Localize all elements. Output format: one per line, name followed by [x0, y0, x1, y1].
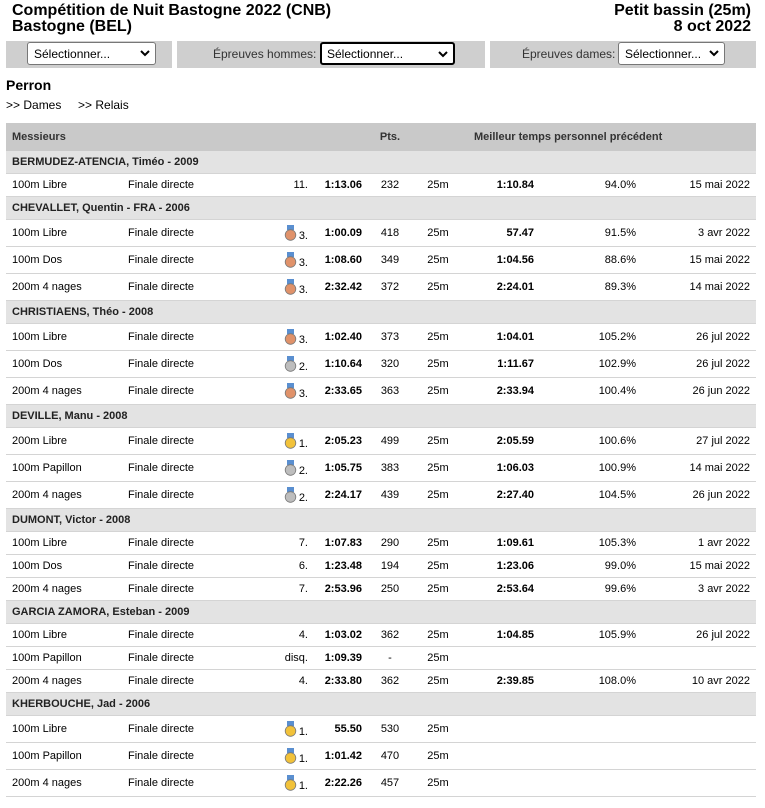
- gold-medal-icon: [284, 775, 297, 791]
- round-name: Finale directe: [128, 274, 256, 301]
- pb-percentage: 99.0%: [534, 555, 636, 578]
- personal-best: 2:53.64: [458, 578, 534, 601]
- swim-time: 1:00.09: [308, 220, 362, 247]
- athlete-row[interactable]: [6, 601, 756, 624]
- pool-length: 25m: [418, 716, 458, 743]
- pool-length: 25m: [418, 274, 458, 301]
- chevron-down-icon: [437, 48, 449, 60]
- personal-best: 1:11.67: [458, 351, 534, 378]
- points: 373: [362, 324, 418, 351]
- athlete-name[interactable]: CHEVALLET, Quentin - FRA - 2006: [6, 197, 756, 220]
- women-events-label: Épreuves dames:: [522, 47, 616, 61]
- points: 320: [362, 351, 418, 378]
- pb-percentage: 99.6%: [534, 578, 636, 601]
- points: 457: [362, 770, 418, 797]
- men-select-value: Sélectionner...: [327, 47, 404, 61]
- points: 530: [362, 716, 418, 743]
- pb-percentage: 105.9%: [534, 624, 636, 647]
- round-name: Finale directe: [128, 647, 256, 670]
- personal-best: 2:33.94: [458, 378, 534, 405]
- event-name: 200m 4 nages: [6, 482, 128, 509]
- bronze-medal-icon: [284, 383, 297, 399]
- personal-best: 1:09.61: [458, 532, 534, 555]
- personal-best: 57.47: [458, 220, 534, 247]
- rank: 1.: [298, 726, 308, 738]
- rank-cell: [256, 770, 308, 797]
- rank: 4.: [256, 670, 308, 693]
- header-pb: Meilleur temps personnel précédent: [458, 123, 756, 151]
- pb-percentage: 88.6%: [534, 247, 636, 274]
- swim-time: 2:32.42: [308, 274, 362, 301]
- pb-percentage: 89.3%: [534, 274, 636, 301]
- pb-percentage: 102.9%: [534, 351, 636, 378]
- rank: 7.: [256, 532, 308, 555]
- round-name: Finale directe: [128, 428, 256, 455]
- rank: 3.: [298, 284, 308, 296]
- pb-date: [636, 647, 756, 670]
- pb-date: 14 mai 2022: [636, 274, 756, 301]
- silver-medal-icon: [284, 460, 297, 476]
- rank-cell: [256, 220, 308, 247]
- athlete-row[interactable]: [6, 301, 756, 324]
- points: 362: [362, 624, 418, 647]
- club-select-value: Sélectionner...: [34, 47, 111, 61]
- result-row: [6, 743, 756, 770]
- rank: 2.: [298, 492, 308, 504]
- points: 470: [362, 743, 418, 770]
- personal-best: [458, 716, 534, 743]
- bronze-medal-icon: [284, 279, 297, 295]
- points: 232: [362, 174, 418, 197]
- table-header-row: [6, 123, 756, 151]
- pool-length: 25m: [418, 532, 458, 555]
- rank-cell: [256, 378, 308, 405]
- pb-percentage: 100.6%: [534, 428, 636, 455]
- pool-length: 25m: [418, 770, 458, 797]
- pb-percentage: [534, 770, 636, 797]
- pb-date: 3 avr 2022: [636, 220, 756, 247]
- page-header: [0, 0, 765, 40]
- header-points: Pts.: [362, 123, 418, 151]
- swim-time: 1:02.40: [308, 324, 362, 351]
- rank-cell: [256, 716, 308, 743]
- pool-length: 25m: [418, 647, 458, 670]
- result-row: [6, 624, 756, 647]
- round-name: Finale directe: [128, 555, 256, 578]
- pb-date: 1 avr 2022: [636, 532, 756, 555]
- pb-percentage: 100.4%: [534, 378, 636, 405]
- swim-time: 1:01.42: [308, 743, 362, 770]
- personal-best: 1:10.84: [458, 174, 534, 197]
- pb-date: 10 avr 2022: [636, 670, 756, 693]
- rank: 3.: [298, 334, 308, 346]
- event-name: 100m Papillon: [6, 455, 128, 482]
- swim-time: 1:07.83: [308, 532, 362, 555]
- pb-percentage: [534, 716, 636, 743]
- result-row: [6, 532, 756, 555]
- points: 362: [362, 670, 418, 693]
- pb-date: 3 avr 2022: [636, 578, 756, 601]
- swim-time: 1:13.06: [308, 174, 362, 197]
- points: 372: [362, 274, 418, 301]
- swim-time: 1:03.02: [308, 624, 362, 647]
- result-row: [6, 770, 756, 797]
- pb-date: 26 jun 2022: [636, 378, 756, 405]
- swim-time: 1:10.64: [308, 351, 362, 378]
- meet-date: 8 oct 2022: [673, 18, 751, 35]
- result-row: [6, 716, 756, 743]
- round-name: Finale directe: [128, 743, 256, 770]
- pool-length: 25m: [418, 378, 458, 405]
- result-row: [6, 578, 756, 601]
- result-row: [6, 174, 756, 197]
- women-select-value: Sélectionner...: [625, 47, 702, 61]
- ladies-link[interactable]: >> Dames: [6, 98, 62, 112]
- athlete-row[interactable]: [6, 509, 756, 532]
- meet-details: [614, 3, 751, 35]
- pb-percentage: [534, 647, 636, 670]
- pb-date: 26 jul 2022: [636, 351, 756, 378]
- pb-date: 26 jul 2022: [636, 624, 756, 647]
- swim-time: 2:53.96: [308, 578, 362, 601]
- personal-best: [458, 647, 534, 670]
- pb-percentage: [534, 743, 636, 770]
- result-row: [6, 555, 756, 578]
- personal-best: [458, 770, 534, 797]
- rank: 3.: [298, 257, 308, 269]
- swim-time: 1:08.60: [308, 247, 362, 274]
- event-name: 100m Libre: [6, 174, 128, 197]
- round-name: Finale directe: [128, 351, 256, 378]
- personal-best: 1:04.85: [458, 624, 534, 647]
- result-row: [6, 482, 756, 509]
- points: 418: [362, 220, 418, 247]
- round-name: Finale directe: [128, 378, 256, 405]
- round-name: Finale directe: [128, 624, 256, 647]
- rank: 4.: [256, 624, 308, 647]
- points: 194: [362, 555, 418, 578]
- points: 499: [362, 428, 418, 455]
- club-name: Perron: [6, 77, 52, 93]
- points: 349: [362, 247, 418, 274]
- event-name: 100m Libre: [6, 716, 128, 743]
- round-name: Finale directe: [128, 578, 256, 601]
- result-row: [6, 378, 756, 405]
- personal-best: 1:06.03: [458, 455, 534, 482]
- athlete-row[interactable]: [6, 405, 756, 428]
- silver-medal-icon: [284, 487, 297, 503]
- rank: 3.: [298, 230, 308, 242]
- event-name: 100m Papillon: [6, 647, 128, 670]
- pb-percentage: 105.2%: [534, 324, 636, 351]
- meet-title: Compétition de Nuit Bastogne 2022 (CNB): [12, 2, 332, 19]
- athlete-name[interactable]: CHRISTIAENS, Théo - 2008: [6, 301, 756, 324]
- pb-percentage: 100.9%: [534, 455, 636, 482]
- selector-divider: [172, 41, 177, 68]
- personal-best: [458, 743, 534, 770]
- event-name: 100m Libre: [6, 220, 128, 247]
- round-name: Finale directe: [128, 220, 256, 247]
- header-category: Messieurs: [6, 123, 128, 151]
- personal-best: 2:24.01: [458, 274, 534, 301]
- rank-cell: [256, 428, 308, 455]
- personal-best: 1:04.01: [458, 324, 534, 351]
- bronze-medal-icon: [284, 225, 297, 241]
- athlete-name[interactable]: DUMONT, Victor - 2008: [6, 509, 756, 532]
- result-row: [6, 220, 756, 247]
- chevron-down-icon: [139, 47, 151, 59]
- rank: 3.: [298, 388, 308, 400]
- personal-best: 1:23.06: [458, 555, 534, 578]
- athlete-name[interactable]: BERMUDEZ-ATENCIA, Timéo - 2009: [6, 151, 756, 174]
- swim-time: 2:05.23: [308, 428, 362, 455]
- pb-percentage: 104.5%: [534, 482, 636, 509]
- pool-length: 25m: [418, 220, 458, 247]
- points: -: [362, 647, 418, 670]
- rank: 1.: [298, 753, 308, 765]
- points: 383: [362, 455, 418, 482]
- pool-length: 25m: [418, 428, 458, 455]
- rank: 6.: [256, 555, 308, 578]
- round-name: Finale directe: [128, 455, 256, 482]
- gold-medal-icon: [284, 721, 297, 737]
- round-name: Finale directe: [128, 174, 256, 197]
- result-row: [6, 670, 756, 693]
- pb-date: 27 jul 2022: [636, 428, 756, 455]
- pb-date: [636, 743, 756, 770]
- chevron-down-icon: [708, 47, 720, 59]
- pool-length: 25m: [418, 482, 458, 509]
- rank-cell: [256, 324, 308, 351]
- event-name: 100m Dos: [6, 555, 128, 578]
- swim-time: 2:33.80: [308, 670, 362, 693]
- silver-medal-icon: [284, 356, 297, 372]
- event-name: 200m 4 nages: [6, 378, 128, 405]
- gold-medal-icon: [284, 433, 297, 449]
- event-name: 100m Dos: [6, 247, 128, 274]
- rank: 1.: [298, 780, 308, 792]
- rank: 11.: [256, 174, 308, 197]
- result-row: [6, 247, 756, 274]
- rank-cell: [256, 247, 308, 274]
- pb-date: 26 jul 2022: [636, 324, 756, 351]
- event-name: 200m 4 nages: [6, 274, 128, 301]
- meet-info: [12, 3, 331, 35]
- result-row: [6, 428, 756, 455]
- pool-length: 25m: [418, 174, 458, 197]
- event-name: 100m Libre: [6, 624, 128, 647]
- selector-bar: [6, 41, 756, 68]
- points: 290: [362, 532, 418, 555]
- result-row: [6, 324, 756, 351]
- athlete-row[interactable]: [6, 693, 756, 716]
- pool-length: 25m: [418, 743, 458, 770]
- rank: 2.: [298, 361, 308, 373]
- points: 363: [362, 378, 418, 405]
- rank: 2.: [298, 465, 308, 477]
- event-name: 100m Libre: [6, 532, 128, 555]
- meet-location: Bastogne (BEL): [12, 18, 132, 35]
- selector-divider: [485, 41, 490, 68]
- pool-length: 25m: [418, 670, 458, 693]
- results-table: [6, 123, 756, 797]
- women-events-select[interactable]: [618, 42, 725, 65]
- pool-length: 25m: [418, 455, 458, 482]
- round-name: Finale directe: [128, 532, 256, 555]
- swim-time: 2:33.65: [308, 378, 362, 405]
- pool-length: 25m: [418, 555, 458, 578]
- personal-best: 1:04.56: [458, 247, 534, 274]
- bronze-medal-icon: [284, 252, 297, 268]
- swim-time: 1:23.48: [308, 555, 362, 578]
- round-name: Finale directe: [128, 716, 256, 743]
- rank-cell: [256, 482, 308, 509]
- event-name: 100m Papillon: [6, 743, 128, 770]
- gold-medal-icon: [284, 748, 297, 764]
- round-name: Finale directe: [128, 670, 256, 693]
- pb-percentage: 94.0%: [534, 174, 636, 197]
- points: 250: [362, 578, 418, 601]
- athlete-row[interactable]: [6, 151, 756, 174]
- round-name: Finale directe: [128, 770, 256, 797]
- swim-time: 2:22.26: [308, 770, 362, 797]
- pool-length: 25m: [418, 578, 458, 601]
- athlete-row[interactable]: [6, 197, 756, 220]
- result-row: [6, 274, 756, 301]
- personal-best: 2:27.40: [458, 482, 534, 509]
- swim-time: 55.50: [308, 716, 362, 743]
- men-events-select[interactable]: [320, 42, 455, 65]
- rank: 7.: [256, 578, 308, 601]
- men-events-label: Épreuves hommes:: [213, 47, 317, 61]
- personal-best: 2:05.59: [458, 428, 534, 455]
- athlete-name[interactable]: DEVILLE, Manu - 2008: [6, 405, 756, 428]
- pb-date: [636, 770, 756, 797]
- swim-time: 2:24.17: [308, 482, 362, 509]
- result-row: [6, 455, 756, 482]
- rank-cell: [256, 351, 308, 378]
- round-name: Finale directe: [128, 324, 256, 351]
- athlete-name[interactable]: GARCIA ZAMORA, Esteban - 2009: [6, 601, 756, 624]
- pb-date: [636, 716, 756, 743]
- pb-date: 15 mai 2022: [636, 555, 756, 578]
- pb-date: 14 mai 2022: [636, 455, 756, 482]
- swim-time: 1:09.39: [308, 647, 362, 670]
- pb-percentage: 108.0%: [534, 670, 636, 693]
- pb-date: 26 jun 2022: [636, 482, 756, 509]
- pool-length: 25m: [418, 324, 458, 351]
- pb-percentage: 105.3%: [534, 532, 636, 555]
- pool-length: 25m: [418, 624, 458, 647]
- result-row: [6, 351, 756, 378]
- pool-length: 25m: [418, 351, 458, 378]
- event-name: 200m 4 nages: [6, 578, 128, 601]
- club-select[interactable]: [27, 42, 156, 65]
- athlete-name[interactable]: KHERBOUCHE, Jad - 2006: [6, 693, 756, 716]
- pb-percentage: 91.5%: [534, 220, 636, 247]
- round-name: Finale directe: [128, 247, 256, 274]
- relays-link[interactable]: >> Relais: [78, 98, 129, 112]
- pool-type: Petit bassin (25m): [614, 2, 751, 19]
- rank: disq.: [256, 647, 308, 670]
- pb-date: 15 mai 2022: [636, 247, 756, 274]
- event-name: 100m Libre: [6, 324, 128, 351]
- pb-date: 15 mai 2022: [636, 174, 756, 197]
- event-name: 200m 4 nages: [6, 770, 128, 797]
- bronze-medal-icon: [284, 329, 297, 345]
- event-name: 200m Libre: [6, 428, 128, 455]
- pool-length: 25m: [418, 247, 458, 274]
- round-name: Finale directe: [128, 482, 256, 509]
- rank-cell: [256, 274, 308, 301]
- swim-time: 1:05.75: [308, 455, 362, 482]
- event-name: 100m Dos: [6, 351, 128, 378]
- points: 439: [362, 482, 418, 509]
- rank: 1.: [298, 438, 308, 450]
- rank-cell: [256, 743, 308, 770]
- personal-best: 2:39.85: [458, 670, 534, 693]
- rank-cell: [256, 455, 308, 482]
- result-row: [6, 647, 756, 670]
- event-name: 200m 4 nages: [6, 670, 128, 693]
